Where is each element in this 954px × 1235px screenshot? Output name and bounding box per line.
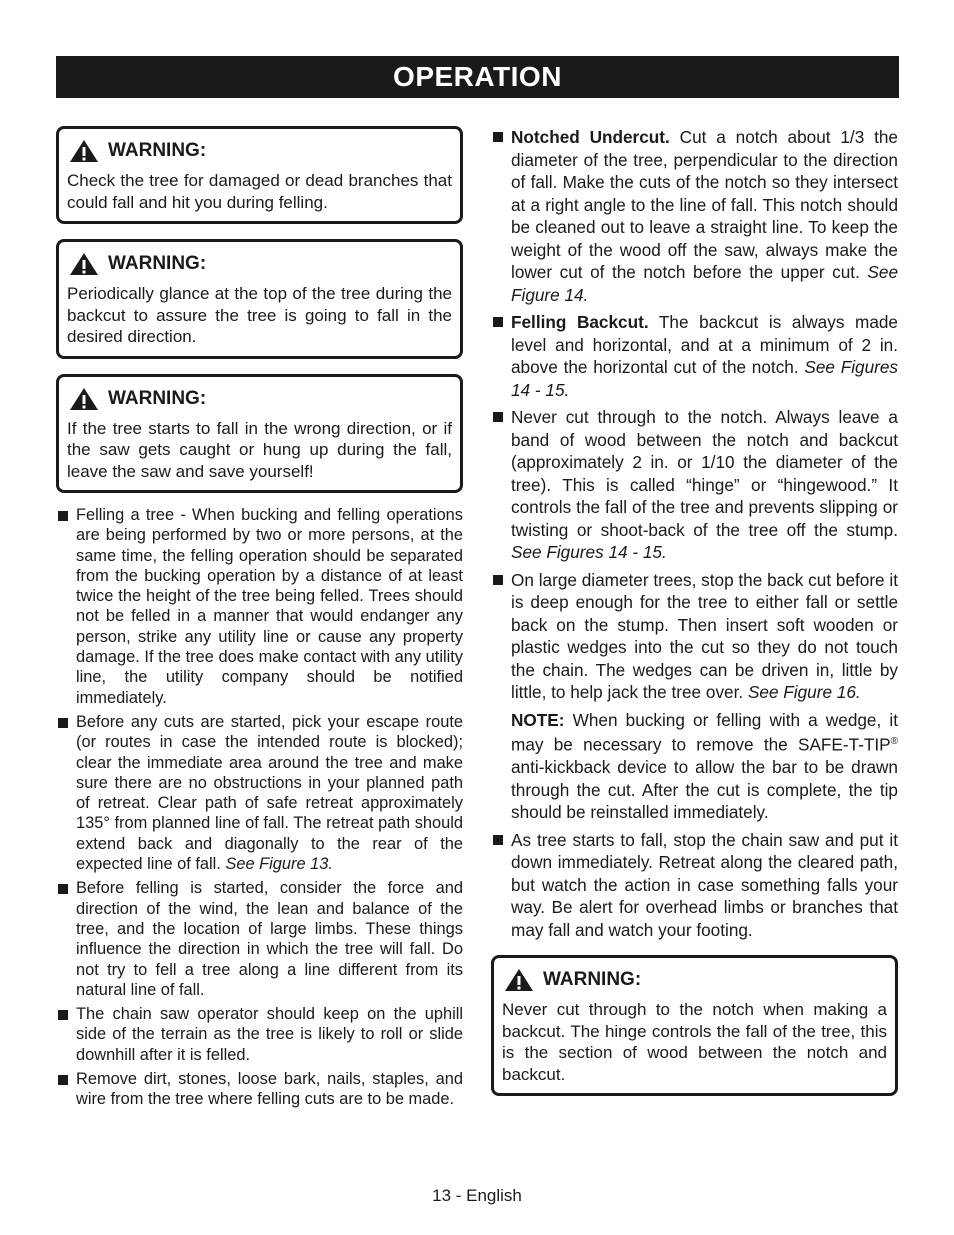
warning-triangle-icon (504, 968, 534, 992)
warning-box (56, 239, 463, 359)
list-item-text: The backcut is always made level and horizontal, and at a minimum of 2 in. above the horizontal cut of the notch. (511, 312, 898, 377)
warning-label: WARNING: (108, 387, 207, 409)
list-item (491, 311, 898, 401)
right-column (491, 126, 898, 1111)
list-item (491, 829, 898, 942)
list-item (491, 406, 898, 564)
warning-header (67, 387, 452, 411)
list-item-text: Before any cuts are started, pick your escape route (or routes in case the intended route is blocked); clear the immediate area around the tree and make sure there are no obstructions in your planned path of retreat. Clear path of safe retreat approximately 135° from planned line of fall. The retreat path should extend back and diagonally to the rear of the expected line of fall. (76, 712, 463, 874)
warning-box (491, 955, 898, 1096)
list-item (56, 878, 463, 1000)
square-bullet-icon (58, 1010, 68, 1020)
list-item (56, 1004, 463, 1065)
list-item-text: Before felling is started, consider the force and direction of the wind, the lean and balance of the tree, and the location of large limbs. These things influence the direction in which the tree will fall. Do not try to fell a tree along a line different from its natural line of fall. (76, 879, 463, 999)
left-column (56, 126, 463, 1114)
page-footer: 13 - English (432, 1186, 522, 1205)
list-item-text: The chain saw operator should keep on the uphill side of the terrain as the tree is likely to roll or slide downhill after it is felled. (76, 1005, 463, 1064)
list-item (491, 569, 898, 704)
list-item (56, 712, 463, 874)
list-item (491, 126, 898, 306)
warning-label: WARNING: (543, 969, 642, 991)
warning-box (56, 126, 463, 224)
warning-text: If the tree starts to fall in the wrong direction, or if the saw gets caught or hung up during the fall, leave the saw and save yourself! (67, 418, 452, 481)
note-label: NOTE: (511, 709, 565, 730)
registered-mark: ® (890, 736, 898, 747)
list-item-text: Felling a tree - When bucking and felling operations are being performed by two or more persons, at the same time, the felling operation should be separated from the bucking operation by a distance of at least twice the height of the tree being felled. Trees should not be felled in a manner that would endanger any person, strike any utility line or cause any property damage. If the tree does make contact with any utility line, the utility company should be notified immediately. (76, 506, 463, 707)
figure-reference: See Figure 13. (225, 855, 333, 874)
warning-text: Check the tree for damaged or dead branches that could fall and hit you during felling. (67, 171, 452, 212)
warning-text: Periodically glance at the top of the tree during the backcut to assure the tree is going to fall in the desired direction. (67, 284, 452, 346)
warning-text: Never cut through to the notch when making a backcut. The hinge controls the fall of the tree, this is the section of wood between the notch and backcut. (502, 1000, 887, 1084)
note-paragraph (491, 709, 898, 824)
square-bullet-icon (493, 132, 503, 142)
figure-reference: See Figures 14 - 15. (511, 357, 899, 400)
square-bullet-icon (58, 1075, 68, 1085)
figure-reference: See Figures 14 - 15. (511, 542, 667, 562)
warning-label: WARNING: (108, 140, 207, 162)
square-bullet-icon (58, 511, 68, 521)
square-bullet-icon (58, 718, 68, 728)
square-bullet-icon (493, 835, 503, 845)
list-item-heading: Notched Undercut. (511, 127, 670, 147)
square-bullet-icon (58, 884, 68, 894)
warning-triangle-icon (69, 252, 99, 276)
list-item (56, 1069, 463, 1110)
page-title: OPERATION (56, 56, 899, 98)
square-bullet-icon (493, 575, 503, 585)
square-bullet-icon (493, 412, 503, 422)
warning-triangle-icon (69, 387, 99, 411)
warning-header (67, 252, 452, 276)
warning-label: WARNING: (108, 253, 207, 275)
list-item (56, 505, 463, 708)
figure-reference: See Figure 14. (511, 262, 899, 305)
warning-triangle-icon (69, 139, 99, 163)
warning-header (502, 968, 887, 992)
list-item-text: Cut a notch about 1/3 the diameter of the tree, perpendicular to the direction of fall. Make the cuts of the notch so they intersect at a right angle to the line of fall. This notch should be cleaned out to leave a straight line. To keep the weight of the wood off the saw, always make the lower cut of the notch before the upper cut. (511, 127, 898, 282)
list-item-text: As tree starts to fall, stop the chain saw and put it down immediately. Retreat along the cleared path, but watch the action in case something falls your way. Be alert for overhead limbs or branches that may fall and watch your footing. (511, 829, 898, 940)
note-text-continued: anti-kickback device to allow the bar to be drawn through the cut. After the cut is complete, the tip should be reinstalled immediately. (511, 757, 898, 823)
list-item-text: Never cut through to the notch. Always leave a band of wood between the notch and backcut (approximately 2 in. or 1/10 the diameter of the tree). This is called “hinge” or “hingewood.” It controls the fall of the tree and prevents slipping or twisting or shoot-back of the tree off the stump. (511, 407, 898, 540)
figure-reference: See Figure 16. (747, 682, 861, 702)
warning-box (56, 374, 463, 494)
list-item-text: Remove dirt, stones, loose bark, nails, staples, and wire from the tree where felling cuts are to be made. (76, 1070, 463, 1109)
list-item-text: On large diameter trees, stop the back cut before it is deep enough for the tree to either fall or settle back on the stump. Then insert soft wooden or plastic wedges into the cut so they do not touch the chain. The wedges can be driven in, little by little, to help jack the tree over. (511, 569, 898, 702)
note-text: When bucking or felling with a wedge, it may be necessary to remove the SAFE-T-TIP (511, 709, 898, 755)
square-bullet-icon (493, 317, 503, 327)
warning-header (67, 139, 452, 163)
list-item-heading: Felling Backcut. (511, 312, 649, 332)
